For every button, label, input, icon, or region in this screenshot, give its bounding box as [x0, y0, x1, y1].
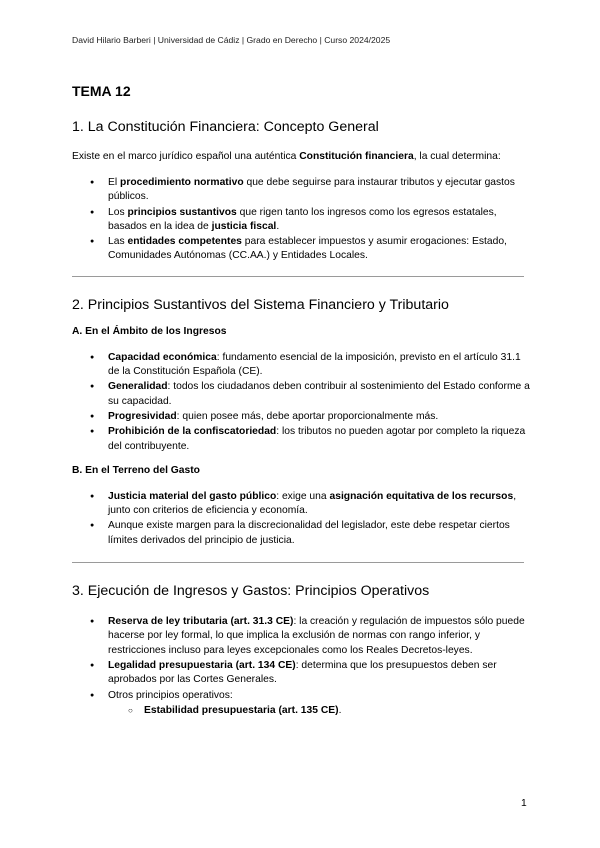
income-principles-list [72, 351, 532, 454]
topic-title: TEMA 12 [72, 83, 131, 99]
sub-list-item: ○ Estabilidad presupuestaria (art. 135 CE). [72, 704, 532, 718]
list-item: ● Capacidad económica: fundamento esencial de la imposición, previsto en el artículo 31.1 de la Constitución Española (CE). [72, 351, 532, 380]
section-1-heading: 1. La Constitución Financiera: Concepto General [72, 119, 379, 135]
section-3-heading: 3. Ejecución de Ingresos y Gastos: Principios Operativos [72, 583, 430, 600]
list-item: ● El procedimiento normativo que debe seguirse para instaurar tributos y ejecutar gastos públicos. [72, 176, 532, 205]
list-item: ● Justicia material del gasto público: exige una asignación equitativa de los recursos, junto con criterios de eficiencia y economía. [72, 490, 532, 519]
list-item: ● Los principios sustantivos que rigen tanto los ingresos como los egresos estatales, basados en la idea de justicia fiscal. [72, 206, 532, 235]
list-item: ● Prohibición de la confiscatoriedad: los tributos no pueden agotar por completo la riqueza del contribuyente. [72, 425, 532, 454]
section-2-heading: 2. Principios Sustantivos del Sistema Financiero y Tributario [72, 296, 449, 313]
subsection-b-heading: B. En el Terreno del Gasto [72, 464, 200, 476]
divider [72, 562, 524, 563]
page-header: David Hilario Barberi | Universidad de Cádiz | Grado en Derecho | Curso 2024/2025 [72, 35, 391, 45]
list-item: ● Aunque existe margen para la discrecionalidad del legislador, este debe respetar ciertos límites derivados del principio de justicia. [72, 519, 532, 548]
document-body [72, 81, 532, 719]
list-item: ● Progresividad: quien posee más, debe aportar proporcionalmente más. [72, 410, 532, 424]
operative-principles-list [72, 615, 532, 718]
subsection-a-heading: A. En el Ámbito de los Ingresos [72, 325, 227, 337]
section-1-intro: Existe en el marco jurídico español una auténtica Constitución financiera, la cual determina: [72, 151, 501, 162]
list-item: ● Generalidad: todos los ciudadanos deben contribuir al sostenimiento del Estado conforme a su capacidad. [72, 380, 532, 409]
list-item: ● Otros principios operativos: [72, 689, 532, 703]
section-1-list [72, 176, 532, 264]
list-item: ● Reserva de ley tributaria (art. 31.3 CE): la creación y regulación de impuestos sólo puede hacerse por ley formal, lo que implica la exclusión de normas con rango inferior, y restricciones incluso para leyes excepcionales como los Reales Decretos-leyes. [72, 615, 532, 658]
list-item: ● Las entidades competentes para establecer impuestos y asumir erogaciones: Estado, Comunidades Autónomas (CC.AA.) y Entidades Locales. [72, 235, 532, 264]
page-number: 1 [521, 798, 527, 809]
spending-principles-list [72, 490, 532, 548]
list-item: ● Legalidad presupuestaria (art. 134 CE): determina que los presupuestos deben ser aprobados por las Cortes Generales. [72, 659, 532, 688]
divider [72, 276, 524, 277]
